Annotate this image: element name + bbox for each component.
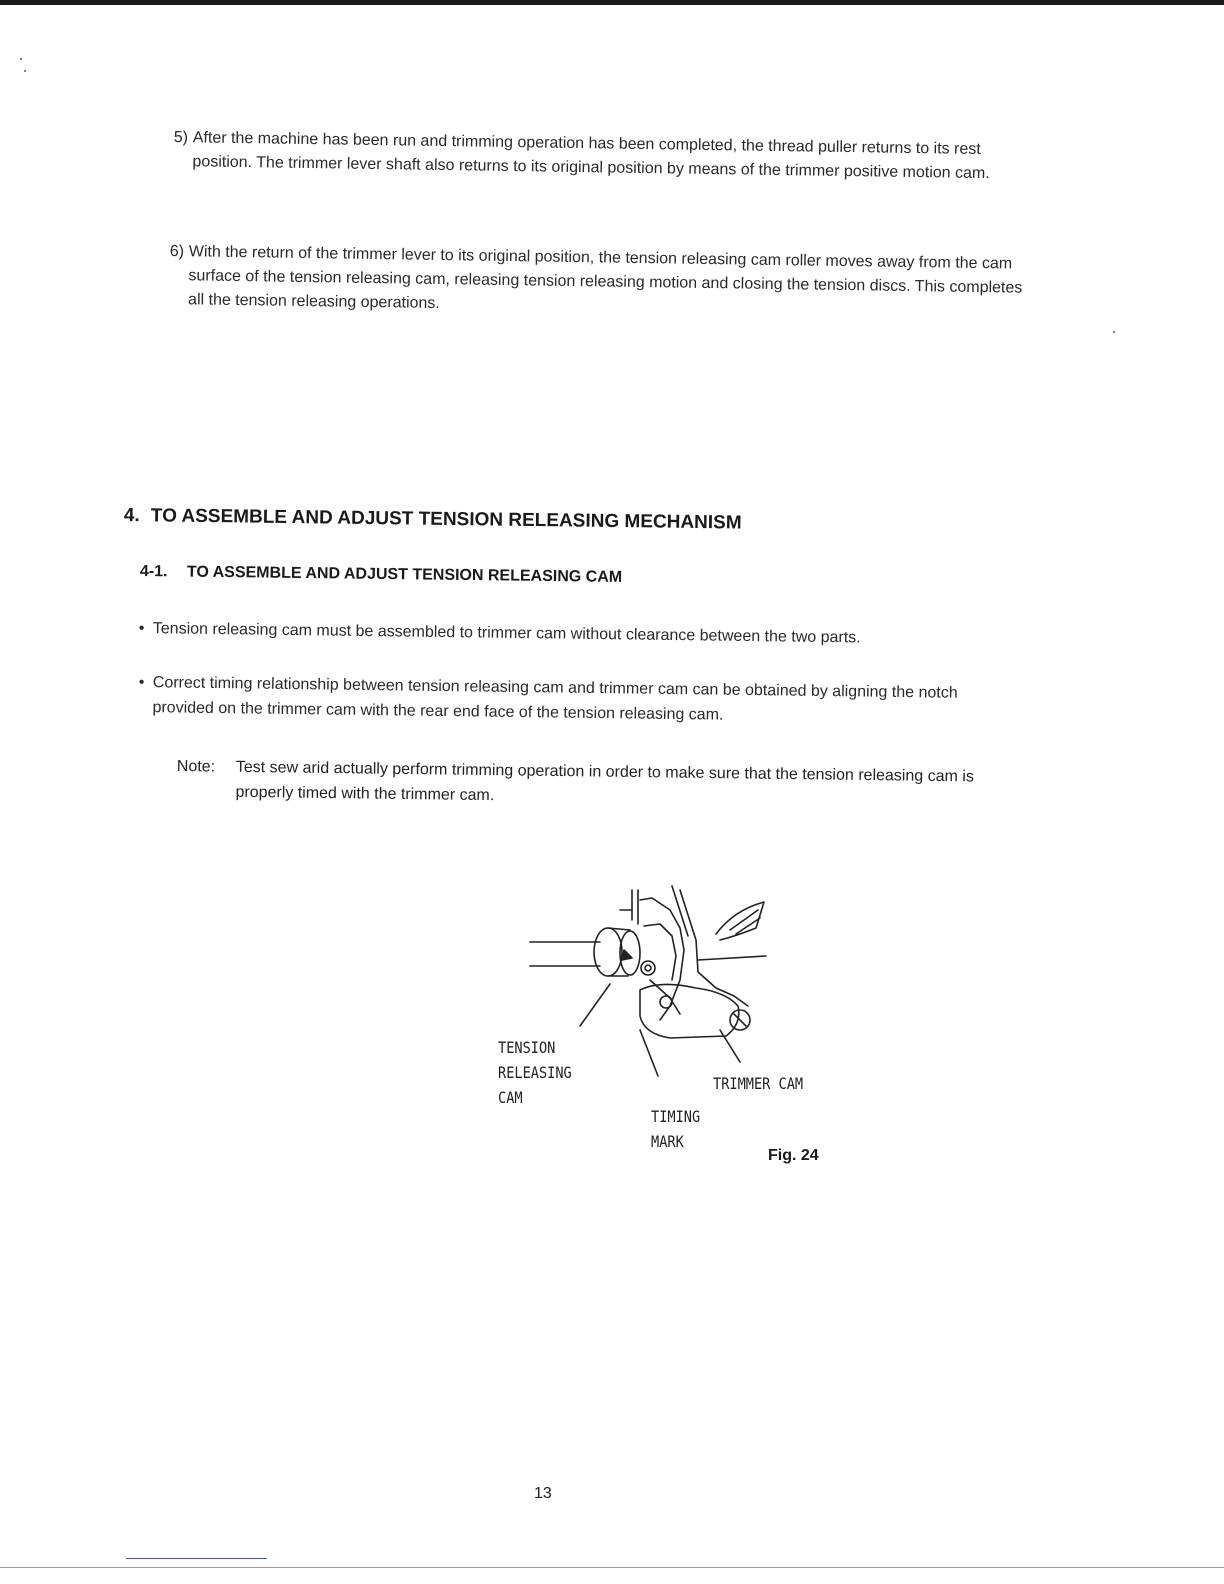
section-title: TO ASSEMBLE AND ADJUST TENSION RELEASING MECHANISM: [150, 505, 742, 534]
leader-trimmer-cam: [720, 1030, 740, 1062]
step-number: 5): [173, 128, 189, 147]
paragraph-step-6: [169, 240, 1024, 325]
note-label: Note:: [176, 757, 216, 776]
label-timing-mark: TIMING MARK: [651, 1107, 701, 1151]
top-border-rule: [0, 0, 1224, 5]
leader-tension-cam: [580, 984, 610, 1026]
step-number: 6): [169, 242, 185, 261]
tension-cam-outline: [640, 898, 684, 1020]
bullet-symbol: •: [138, 619, 145, 638]
trimmer-cam-outline: [640, 984, 739, 1038]
bullet-item: [138, 670, 1009, 731]
scan-speck: [20, 58, 22, 60]
lever-hatch: [730, 910, 760, 934]
paragraph-text: With the return of the trimmer lever to its original position, the tension releasing cam roller moves away from the cam surface of the tension releasing cam, releasing tension releasing motion and closing the tension discs. This completes all the tension releasing operations.: [187, 243, 1023, 313]
paragraph-text: After the machine has been run and trimming operation has been completed, the thread puller returns to its rest position. The trimmer lever shaft also returns to its original position by means of the trimmer positive motion cam.: [192, 129, 990, 183]
bullet-item: [139, 616, 1009, 652]
leader-timing-mark: [640, 1030, 658, 1076]
bullet-symbol: •: [138, 673, 145, 692]
section-number: 4.: [123, 505, 140, 527]
cam-screw-center: [645, 965, 651, 971]
note-text: Test sew arid actually perform trimming operation in order to make sure that the tension releasing cam is properly timed with the trimmer cam.: [235, 758, 974, 805]
section-heading: [124, 505, 742, 535]
alignment-arrow: [622, 950, 632, 960]
subsection-title: TO ASSEMBLE AND ADJUST TENSION RELEASING CAM: [186, 563, 623, 586]
bullet-text: Tension releasing cam must be assembled to trimmer cam without clearance between the two parts.: [152, 620, 861, 647]
note-block: [176, 754, 1007, 815]
lever-bar: [698, 956, 766, 960]
scan-speck: [24, 70, 26, 72]
bullet-text: Correct timing relationship between tension releasing cam and trimmer cam can be obtained by aligning the notch provided on the trimmer cam with the rear end face of the tension releasing cam.: [152, 674, 958, 724]
label-tension-releasing-cam: TENSION RELEASING CAM: [498, 1038, 572, 1107]
paragraph-step-5: [173, 126, 1024, 187]
lever-arm: [680, 890, 748, 1006]
cam-screw: [641, 961, 655, 975]
subsection-number: 4-1.: [139, 563, 168, 581]
scan-speck: [1113, 331, 1115, 333]
vertical-rod: [632, 890, 638, 924]
shaft-collar: [594, 928, 622, 976]
bottom-link-underline: [126, 1558, 267, 1559]
figure-caption: Fig. 24: [768, 1147, 819, 1164]
label-trimmer-cam: TRIMMER CAM: [713, 1074, 804, 1093]
subsection-heading: [140, 563, 622, 587]
page-number: 13: [534, 1485, 552, 1502]
bottom-border-rule: [0, 1567, 1224, 1568]
